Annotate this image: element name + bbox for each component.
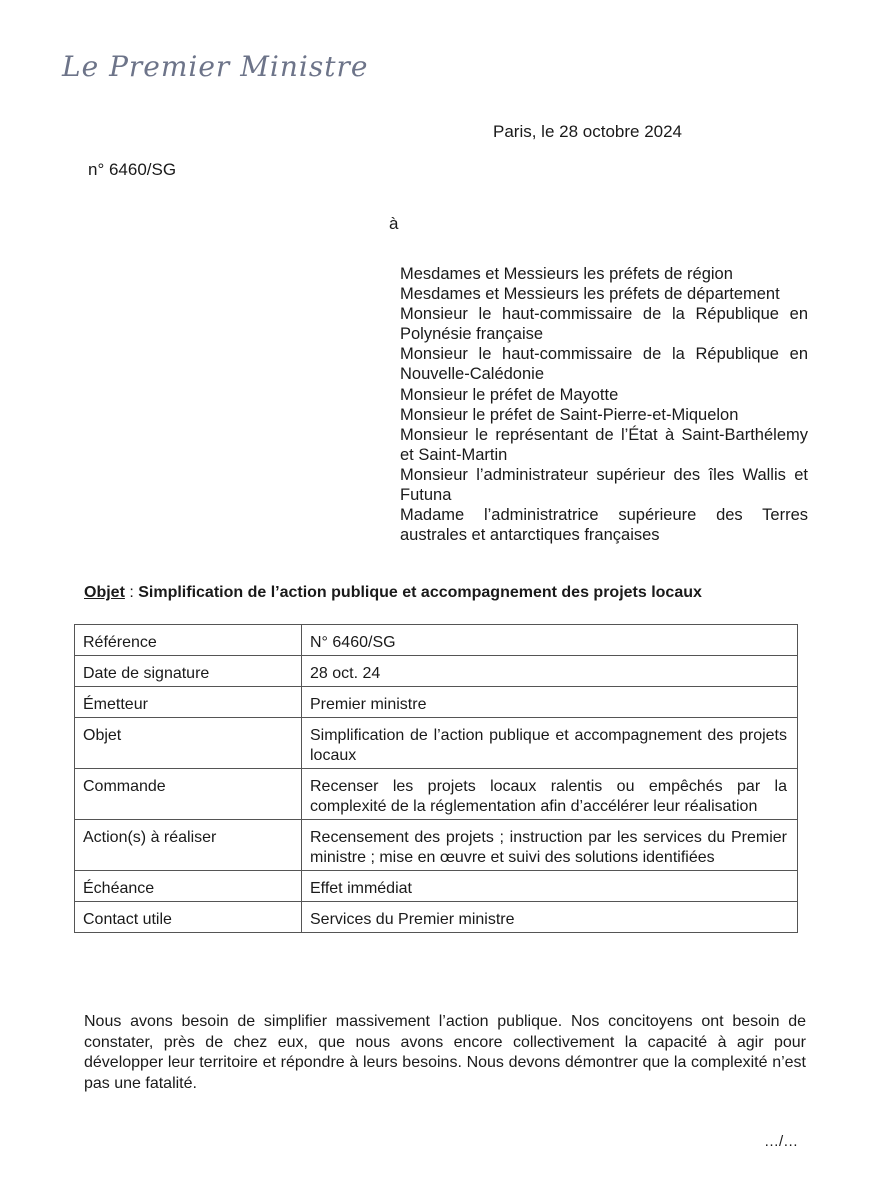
- table-key: Date de signature: [75, 656, 302, 687]
- table-row: [75, 625, 798, 656]
- letterhead-signature: Le Premier Ministre: [62, 50, 369, 83]
- letter-date: Paris, le 28 octobre 2024: [493, 122, 683, 141]
- recipients-list: [400, 264, 808, 545]
- addressee-intro: à: [389, 214, 399, 233]
- table-row: [75, 656, 798, 687]
- body-paragraph: Nous avons besoin de simplifier massivement l’action publique. Nos concitoyens ont besoin de constater, près de chez eux, que nous avons encore collectivement la capacité à agir pour développer leur territoire et répondre à leurs besoins. Nous devons démontrer que la complexité n’est pas une fatalité.: [84, 1013, 806, 1092]
- recipient-item: Monsieur le haut-commissaire de la République en Polynésie française: [400, 305, 808, 344]
- letter-reference: n° 6460/SG: [88, 160, 177, 179]
- table-key: Action(s) à réaliser: [75, 820, 302, 871]
- table-key: Objet: [75, 718, 302, 769]
- subject-label: Objet: [84, 584, 125, 601]
- table-value: Recensement des projets ; instruction par les services du Premier ministre ; mise en œuvre et suivi des solutions identifiées: [302, 820, 798, 871]
- table-row: [75, 820, 798, 871]
- table-row: [75, 718, 798, 769]
- table-key: Émetteur: [75, 687, 302, 718]
- recipient-item: Madame l’administratrice supérieure des Terres australes et antarctiques françaises: [400, 506, 808, 545]
- table-key: Contact utile: [75, 902, 302, 933]
- table-key: Échéance: [75, 871, 302, 902]
- table-value: Effet immédiat: [302, 871, 798, 902]
- subject-separator: :: [124, 584, 139, 601]
- recipient-item: Mesdames et Messieurs les préfets de région: [400, 265, 733, 283]
- table-value: Recenser les projets locaux ralentis ou empêchés par la complexité de la réglementation afin d’accélérer leur réalisation: [302, 769, 798, 820]
- recipient-item: Monsieur le préfet de Saint-Pierre-et-Miquelon: [400, 405, 739, 424]
- recipient-item: Monsieur l’administrateur supérieur des îles Wallis et Futuna: [400, 465, 808, 505]
- table-key: Référence: [75, 625, 302, 656]
- table-value: N° 6460/SG: [302, 625, 798, 656]
- table-value: Premier ministre: [302, 687, 798, 718]
- recipient-item: Monsieur le représentant de l’État à Saint-Barthélemy et Saint-Martin: [400, 425, 808, 464]
- recipient-item: Mesdames et Messieurs les préfets de département: [400, 285, 780, 304]
- subject-line: [84, 584, 804, 602]
- recipient-item: Monsieur le haut-commissaire de la République en Nouvelle-Calédonie: [400, 345, 808, 384]
- continuation-mark: …/…: [764, 1133, 799, 1150]
- summary-table: [74, 624, 798, 933]
- table-value: 28 oct. 24: [302, 656, 798, 687]
- table-row: [75, 902, 798, 933]
- table-row: [75, 769, 798, 820]
- recipient-item: Monsieur le préfet de Mayotte: [400, 385, 619, 404]
- table-key: Commande: [75, 769, 302, 820]
- table-row: [75, 871, 798, 902]
- table-value: Services du Premier ministre: [302, 902, 798, 933]
- table-row: [75, 687, 798, 718]
- table-value: Simplification de l’action publique et accompagnement des projets locaux: [302, 718, 798, 769]
- subject-text: Simplification de l’action publique et accompagnement des projets locaux: [138, 584, 702, 601]
